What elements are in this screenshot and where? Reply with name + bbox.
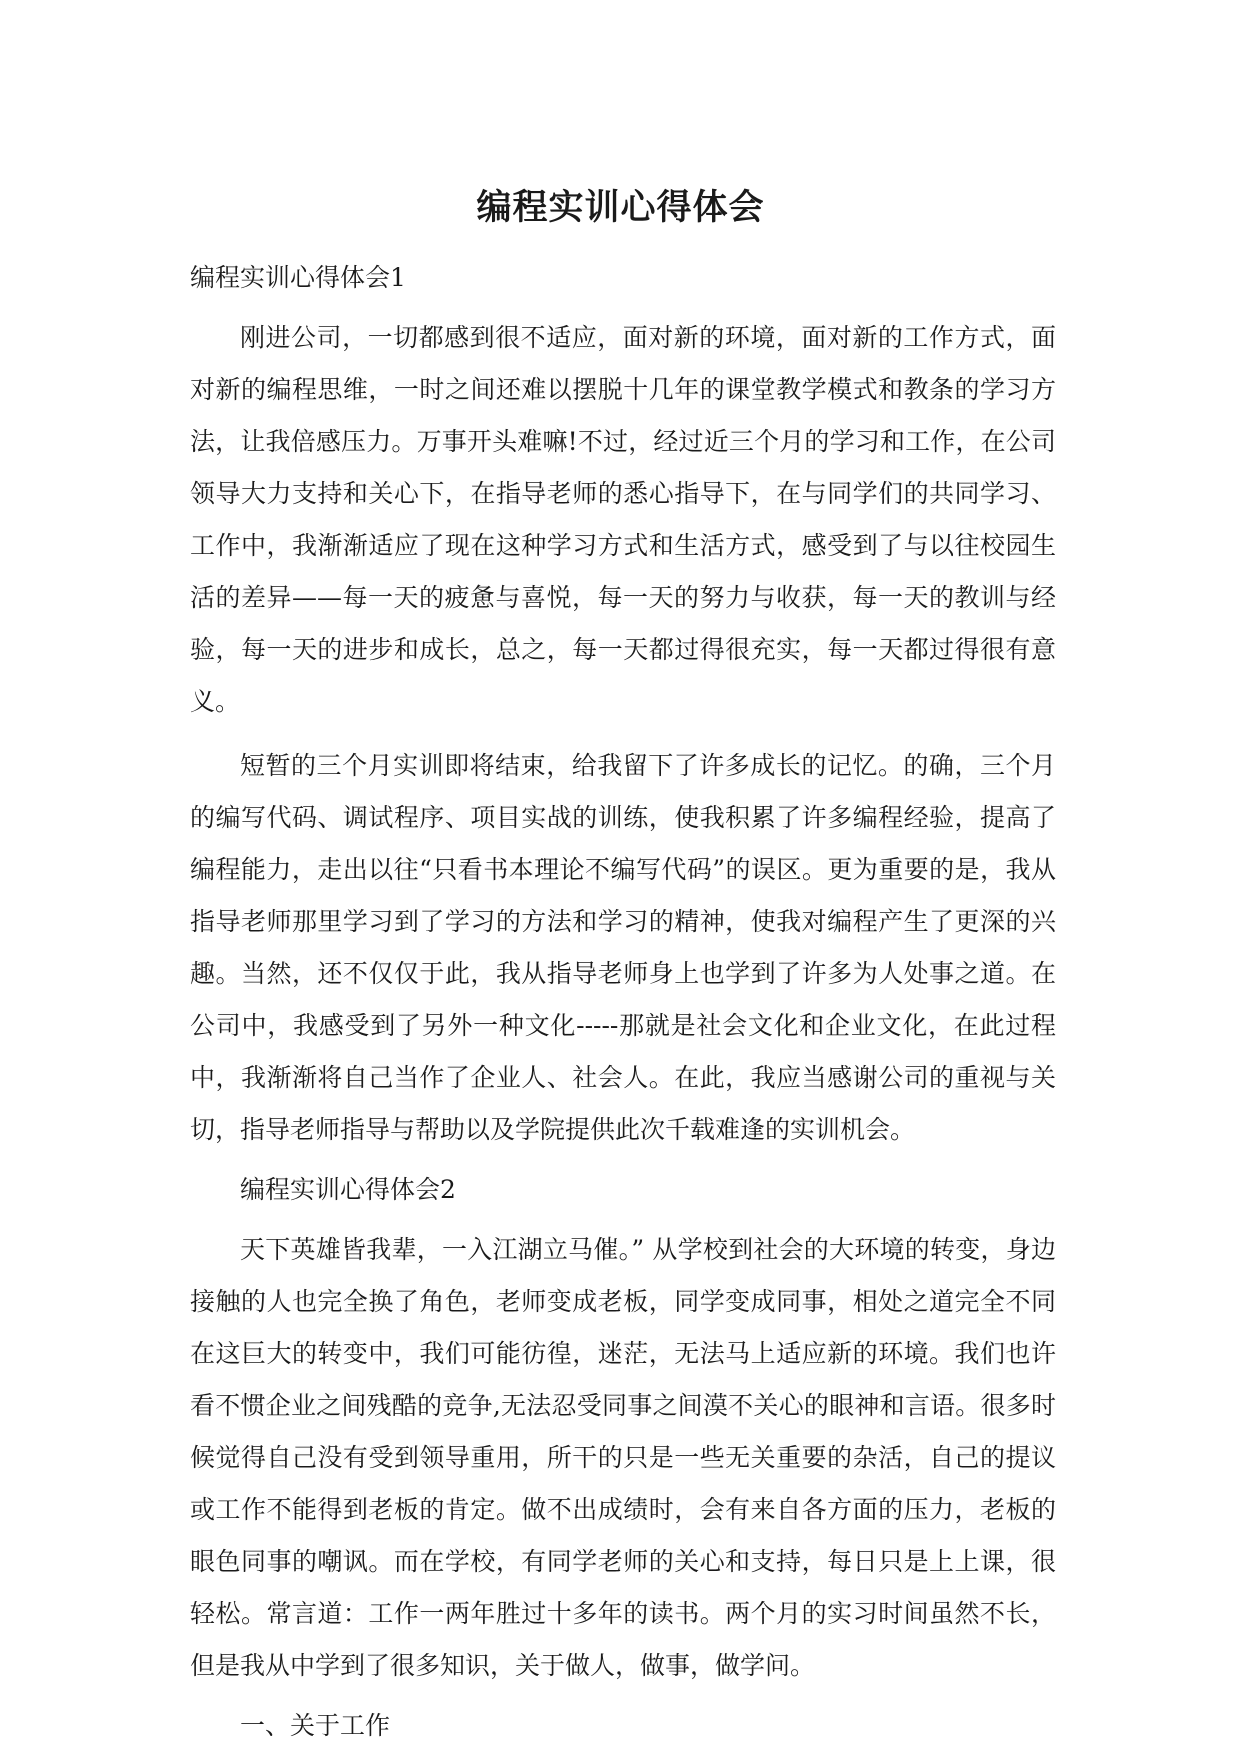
section-1-paragraph-2: 短暂的三个月实训即将结束，给我留下了许多成长的记忆。的确，三个月的编写代码、调试程序、项目实战的训练，使我积累了许多编程经验，提高了编程能力，走出以往“只看书本理论不编写代码”的误区。更为重要的是，我从指导老师那里学习到了学习的方法和学习的精神，使我对编程产生了更深的兴趣。当然，还不仅仅于此，我从指导老师身上也学到了许多为人处事之道。在公司中，我感受到了另外一种文化-----那就是社会文化和企业文化，在此过程中，我渐渐将自己当作了企业人、社会人。在此，我应当感谢公司的重视与关切，指导老师指导与帮助以及学院提供此次千载难逢的实训机会。 [190,751,1056,1144]
document-body [190,252,1056,1752]
section-subheading: 一、关于工作 [240,1711,391,1740]
document-title: 编程实训心得体会 [476,188,765,228]
section-1-paragraph-1: 刚进公司，一切都感到很不适应，面对新的环境，面对新的工作方式，面对新的编程思维，一时之间还难以摆脱十几年的课堂教学模式和教条的学习方法，让我倍感压力。万事开头难嘛!不过，经过近三个月的学习和工作，在公司领导大力支持和关心下，在指导老师的悉心指导下，在与同学们的共同学习、工作中，我渐渐适应了现在这种学习方式和生活方式，感受到了与以往校园生活的差异——每一天的疲惫与喜悦，每一天的努力与收获，每一天的教训与经验，每一天的进步和成长，总之，每一天都过得很充实，每一天都过得很有意义。 [190,323,1056,716]
section-1-heading: 编程实训心得体会1 [190,263,406,292]
section-2-heading: 编程实训心得体会2 [240,1175,456,1204]
section-2-paragraph-1: 天下英雄皆我辈，一入江湖立马催。” 从学校到社会的大环境的转变，身边接触的人也完全换了角色，老师变成老板，同学变成同事，相处之道完全不同在这巨大的转变中，我们可能彷徨，迷茫，无法马上适应新的环境。我们也许看不惯企业之间残酷的竞争,无法忍受同事之间漠不关心的眼神和言语。很多时候觉得自己没有受到领导重用，所干的只是一些无关重要的杂活，自己的提议或工作不能得到老板的肯定。做不出成绩时，会有来自各方面的压力，老板的眼色同事的嘲讽。而在学校，有同学老师的关心和支持，每日只是上上课，很轻松。常言道：工作一两年胜过十多年的读书。两个月的实习时间虽然不长，但是我从中学到了很多知识，关于做人，做事，做学问。 [190,1235,1056,1680]
